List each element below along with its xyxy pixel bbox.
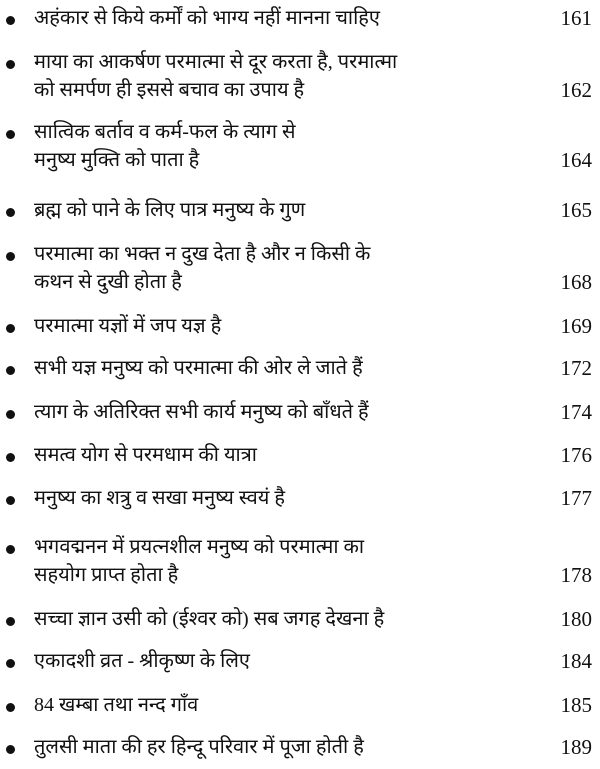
- toc-entry-page-number: 184: [560, 649, 592, 673]
- toc-entry-title: को समर्पण ही इससे बचाव का उपाय है: [34, 79, 305, 101]
- toc-entry-page-number: 162: [560, 78, 592, 102]
- toc-entry-title: मनुष्य का शत्रु व सखा मनुष्य स्वयं है: [34, 487, 285, 509]
- toc-entry-title: अहंकार से किये कर्मों को भाग्य नहीं मानना चाहिए: [34, 7, 380, 29]
- toc-entry-page-number: 178: [560, 563, 592, 587]
- bullet-icon: [6, 324, 15, 333]
- bullet-icon: [6, 252, 15, 261]
- toc-entry-page-number: 177: [560, 486, 592, 510]
- toc-entry-title: मनुष्य मुक्ति को पाता है: [34, 149, 200, 171]
- bullet-icon: [6, 703, 15, 712]
- toc-entry-title: एकादशी व्रत - श्रीकृष्ण के लिए: [34, 650, 250, 672]
- toc-entry-title: सहयोग प्राप्त होता है: [34, 564, 179, 586]
- toc-entry-title: समत्व योग से परमधाम की यात्रा: [34, 444, 257, 466]
- bullet-icon: [6, 208, 15, 217]
- toc-entry-page-number: 189: [560, 735, 592, 759]
- toc-entry-title: 84 खम्बा तथा नन्द गाँव: [34, 694, 199, 716]
- bullet-icon: [6, 366, 15, 375]
- bullet-icon: [6, 130, 15, 139]
- toc-entry-page-number: 174: [560, 400, 592, 424]
- bullet-icon: [6, 496, 15, 505]
- toc-entry-title: सात्विक बर्ताव व कर्म-फल के त्याग से: [34, 121, 296, 143]
- bullet-icon: [6, 453, 15, 462]
- toc-entry-title: परमात्मा यज्ञों में जप यज्ञ है: [34, 315, 222, 337]
- toc-entry-page-number: 168: [560, 270, 592, 294]
- toc-entry-page-number: 185: [560, 693, 592, 717]
- bullet-icon: [6, 659, 15, 668]
- bullet-icon: [6, 60, 15, 69]
- toc-entry-title: ब्रह्म को पाने के लिए पात्र मनुष्य के गुण: [34, 199, 306, 221]
- toc-entry-page-number: 164: [560, 148, 592, 172]
- toc-entry-title: सच्चा ज्ञान उसी को (ईश्वर को) सब जगह देखना है: [34, 608, 385, 630]
- toc-entry-title: त्याग के अतिरिक्त सभी कार्य मनुष्य को बाँधते हैं: [34, 401, 369, 423]
- toc-entry-page-number: 161: [560, 6, 592, 30]
- toc-entry-title: कथन से दुखी होता है: [34, 271, 182, 293]
- toc-entry-title: सभी यज्ञ मनुष्य को परमात्मा की ओर ले जाते हैं: [34, 357, 363, 379]
- toc-entry-title: परमात्मा का भक्त न दुख देता है और न किसी के: [34, 243, 371, 265]
- bullet-icon: [6, 16, 15, 25]
- toc-entry-title: तुलसी माता की हर हिन्दू परिवार में पूजा होती है: [34, 736, 364, 758]
- toc-entry-title: माया का आकर्षण परमात्मा से दूर करता है, परमात्मा: [34, 51, 398, 73]
- bullet-icon: [6, 545, 15, 554]
- toc-entry-page-number: 172: [560, 356, 592, 380]
- bullet-icon: [6, 410, 15, 419]
- bullet-icon: [6, 617, 15, 626]
- bullet-icon: [6, 745, 15, 754]
- toc-entry-title: भगवद्मनन में प्रयत्नशील मनुष्य को परमात्मा का: [34, 536, 365, 558]
- toc-entry-page-number: 176: [560, 443, 592, 467]
- toc-entry-page-number: 165: [560, 198, 592, 222]
- toc-entry-page-number: 169: [560, 314, 592, 338]
- toc-entry-page-number: 180: [560, 607, 592, 631]
